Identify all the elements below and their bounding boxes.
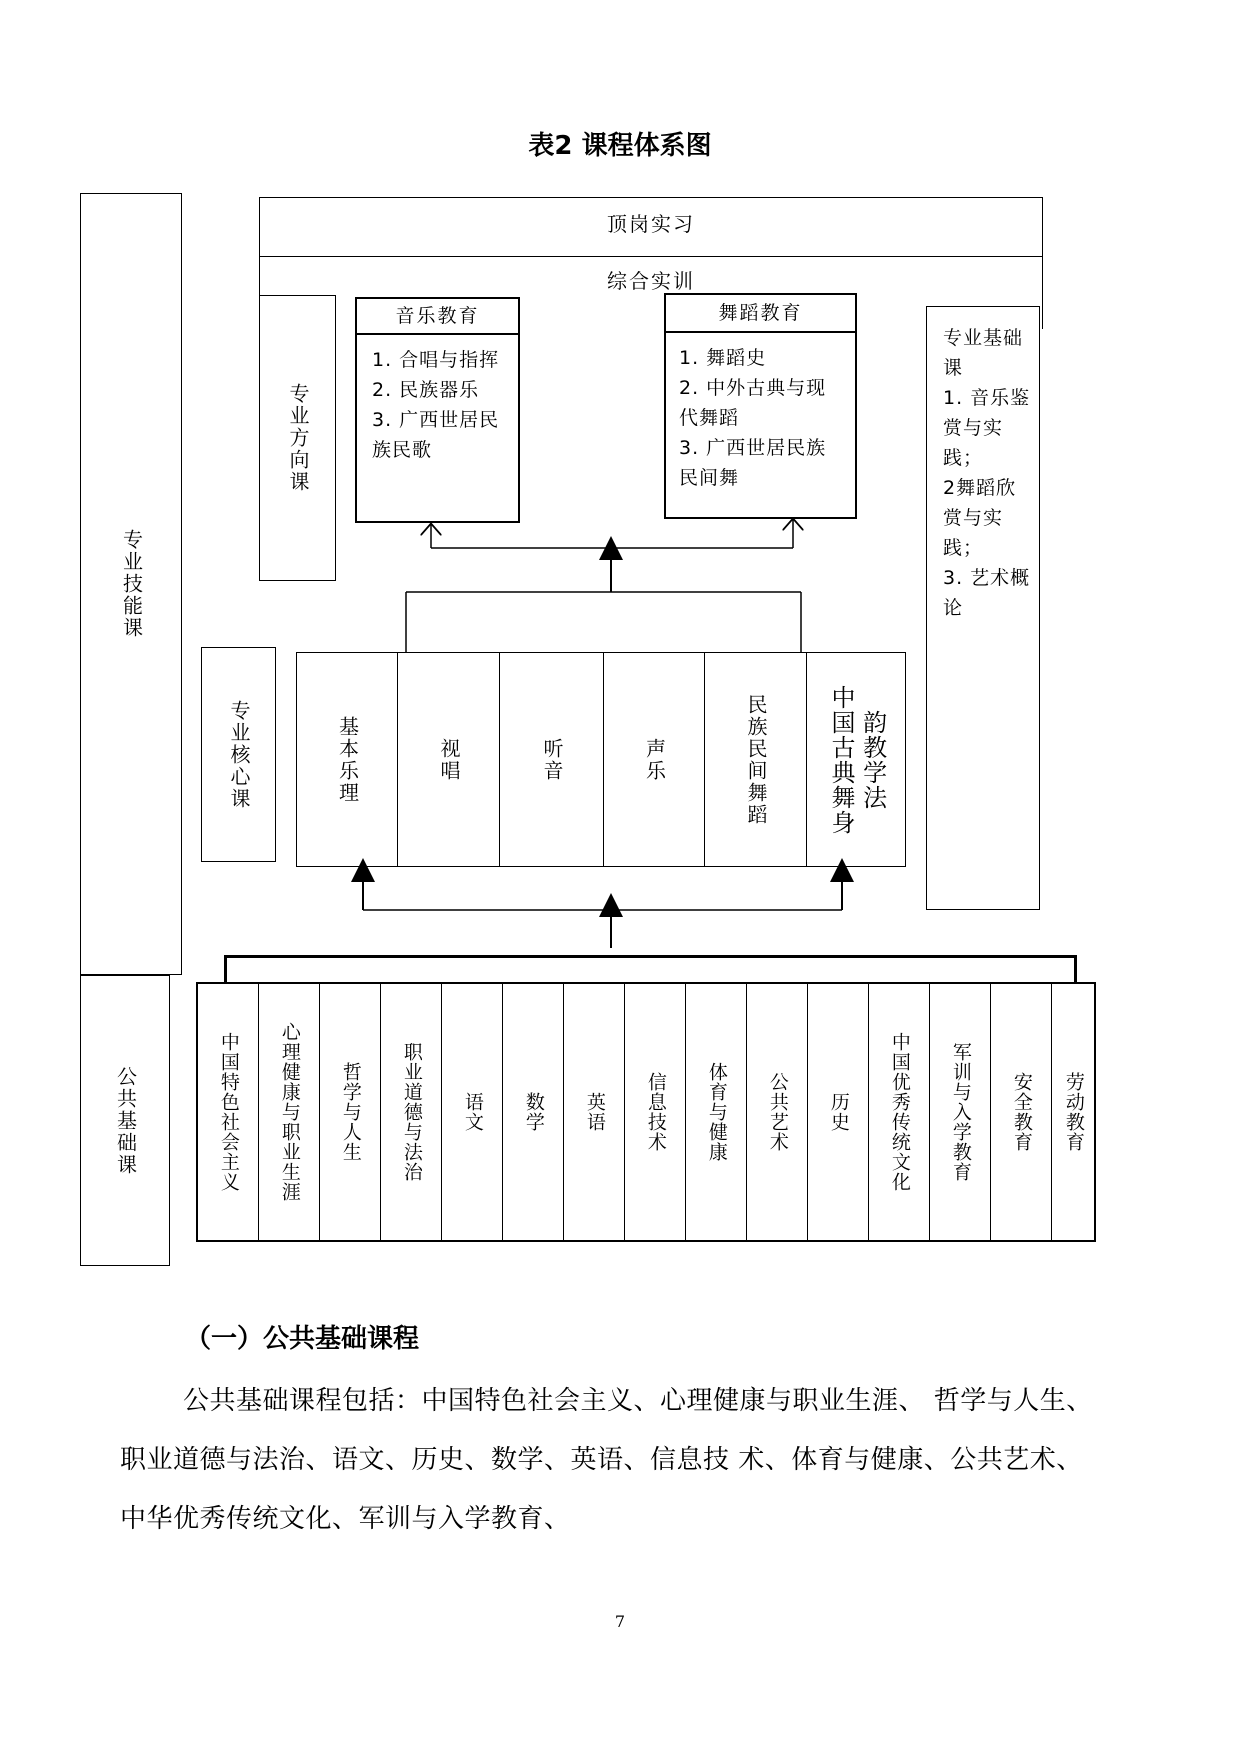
skills-course-side-label xyxy=(80,193,182,975)
dance-education-box xyxy=(664,293,857,519)
core-courses-row xyxy=(296,652,906,867)
core-course-cell xyxy=(604,653,705,866)
section-heading: （一）公共基础课程 xyxy=(185,1324,420,1354)
music-education-header: 音乐教育 xyxy=(357,299,518,335)
core-course-cell xyxy=(705,653,807,866)
core-course-name: 民族民间舞蹈 xyxy=(744,693,768,826)
public-course-name: 军训与入学教育 xyxy=(949,1042,972,1182)
public-course-name: 中国优秀传统文化 xyxy=(888,1032,911,1192)
public-course-name: 数学 xyxy=(522,1092,545,1132)
core-course-cell-classical-dance xyxy=(807,653,905,866)
public-course-name: 体育与健康 xyxy=(705,1062,728,1162)
page-number: 7 xyxy=(614,1612,626,1631)
core-course-name-line: 中国古典舞身 xyxy=(827,684,855,835)
core-course-name: 基本乐理 xyxy=(335,715,360,804)
section-paragraph: 公共基础课程包括：中国特色社会主义、心理健康与职业生涯、 哲学与人生、职业道德与法治、语文、历史、数学、英语、信息技 术、体育与健康、公共艺术、中华优秀传统文化、军训与入学教育、 xyxy=(120,1386,1093,1534)
public-course-cell xyxy=(747,984,808,1240)
public-course-cell xyxy=(1052,984,1094,1240)
foundation-course-item: 2舞蹈欣赏与实践； xyxy=(943,477,1017,559)
public-course-name: 信息技术 xyxy=(644,1072,667,1152)
public-course-cell xyxy=(503,984,564,1240)
public-course-name: 公共艺术 xyxy=(766,1072,789,1152)
music-course-item: 3. 广西世居民族民歌 xyxy=(372,409,500,461)
public-course-name: 安全教育 xyxy=(1010,1072,1033,1152)
direction-course-label: 专业方向课 xyxy=(286,383,310,493)
music-education-box xyxy=(355,297,520,523)
core-course-cell xyxy=(500,653,604,866)
public-course-name: 语文 xyxy=(461,1092,484,1132)
core-course-cell xyxy=(297,653,398,866)
music-course-item: 2. 民族器乐 xyxy=(372,379,480,401)
public-course-name: 心理健康与职业生涯 xyxy=(278,1022,301,1202)
foundation-course-item: 3. 艺术概论 xyxy=(943,567,1031,619)
public-course-cell xyxy=(442,984,503,1240)
public-course-cell xyxy=(381,984,442,1240)
internship-label: 顶岗实习 xyxy=(607,212,695,236)
core-course-name-line: 韵教学法 xyxy=(858,709,887,810)
music-course-item: 1. 合唱与指挥 xyxy=(372,349,500,371)
public-course-cell xyxy=(869,984,930,1240)
public-course-cell xyxy=(320,984,381,1240)
public-course-name: 历史 xyxy=(827,1092,850,1132)
core-course-name: 声乐 xyxy=(642,737,667,782)
internship-bar xyxy=(259,197,1043,257)
public-course-name: 英语 xyxy=(583,1092,606,1132)
foundation-course-item: 1. 音乐鉴赏与实践； xyxy=(943,387,1031,469)
public-course-name: 劳动教育 xyxy=(1062,1072,1085,1152)
skills-course-side-text: 专业技能课 xyxy=(119,529,144,639)
public-course-bracket-bar xyxy=(224,955,1077,985)
core-course-cell xyxy=(398,653,500,866)
public-courses-row xyxy=(196,982,1096,1242)
core-course-name: 听音 xyxy=(540,737,564,782)
dance-course-item: 2. 中外古典与现代舞蹈 xyxy=(679,377,827,429)
public-course-cell xyxy=(625,984,686,1240)
public-course-cell xyxy=(686,984,747,1240)
dance-education-header: 舞蹈教育 xyxy=(666,295,855,333)
foundation-course-content xyxy=(927,307,1039,623)
dance-course-list xyxy=(666,333,855,493)
core-course-label: 专业核心课 xyxy=(227,699,251,810)
dance-course-item: 3. 广西世居民族民间舞 xyxy=(679,437,827,489)
public-course-cell xyxy=(930,984,991,1240)
foundation-course-title: 专业基础 课 xyxy=(943,327,1024,379)
comprehensive-training-label: 综合实训 xyxy=(607,269,695,293)
public-course-side-label xyxy=(80,975,170,1266)
core-course-box xyxy=(201,647,276,862)
music-course-list xyxy=(357,335,518,465)
public-course-cell xyxy=(991,984,1052,1240)
public-course-name: 哲学与人生 xyxy=(339,1062,362,1162)
public-course-name: 中国特色社会主义 xyxy=(217,1032,240,1192)
public-course-cell xyxy=(259,984,320,1240)
direction-course-box xyxy=(259,295,336,581)
dance-course-item: 1. 舞蹈史 xyxy=(679,347,767,369)
public-course-side-text: 公共基础课 xyxy=(113,1065,138,1176)
public-course-cell xyxy=(198,984,259,1240)
core-course-name: 视唱 xyxy=(437,737,461,782)
foundation-course-box xyxy=(926,306,1040,910)
public-course-name: 职业道德与法治 xyxy=(400,1042,423,1182)
public-course-cell xyxy=(564,984,625,1240)
public-course-cell xyxy=(808,984,869,1240)
diagram-title: 表2 课程体系图 xyxy=(528,131,712,161)
